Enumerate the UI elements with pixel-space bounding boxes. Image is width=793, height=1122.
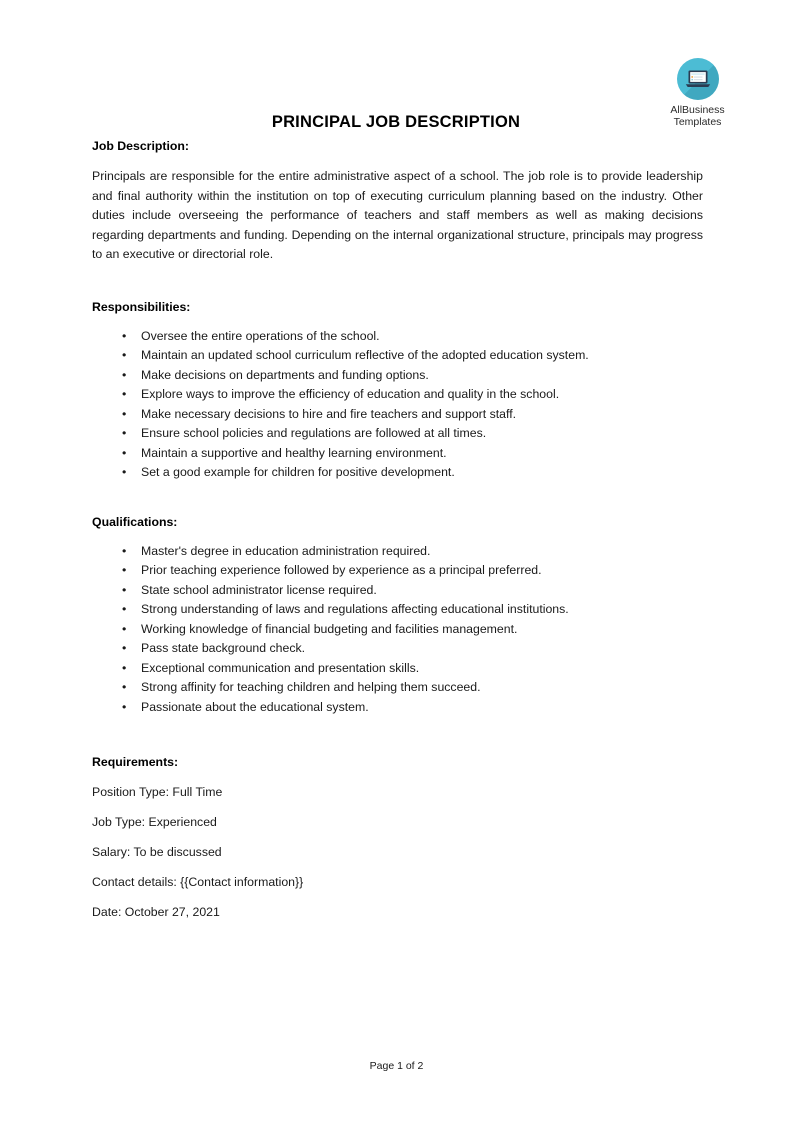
bullet-icon: • xyxy=(122,387,127,401)
list-item xyxy=(92,600,703,620)
bullet-icon: • xyxy=(122,348,127,362)
bullet-icon: • xyxy=(122,660,127,675)
document-body xyxy=(92,138,703,920)
list-item xyxy=(92,346,703,366)
list-item xyxy=(92,542,703,562)
responsibility-text: Oversee the entire operations of the school. xyxy=(141,328,380,343)
requirements-lines xyxy=(92,784,703,920)
qualification-text: Working knowledge of financial budgeting and facilities management. xyxy=(141,621,518,636)
requirement-line: Job Type: Experienced xyxy=(92,815,217,829)
qualifications-heading: Qualifications: xyxy=(92,514,178,529)
qualification-text: Strong understanding of laws and regulations affecting educational institutions. xyxy=(141,602,569,616)
list-item xyxy=(92,698,703,718)
qualification-text: State school administrator license required. xyxy=(141,582,377,597)
list-item xyxy=(92,581,703,601)
bullet-icon: • xyxy=(122,445,127,460)
bullet-icon: • xyxy=(122,563,127,577)
requirements-heading: Requirements: xyxy=(92,755,179,769)
responsibilities-heading: Responsibilities: xyxy=(92,299,191,314)
laptop-icon xyxy=(677,58,719,100)
list-item xyxy=(92,639,703,659)
responsibility-text: Maintain an updated school curriculum reflective of the adopted education system. xyxy=(141,348,589,362)
qualification-text: Master's degree in education administration required. xyxy=(141,543,431,558)
bullet-icon: • xyxy=(122,465,127,479)
responsibility-text: Explore ways to improve the efficiency of education and quality in the school. xyxy=(141,387,560,401)
page-footer: Page 1 of 2 xyxy=(369,1060,424,1072)
bullet-icon: • xyxy=(122,328,127,343)
bullet-icon: • xyxy=(122,621,127,636)
brand-name-line1: AllBusiness xyxy=(670,104,725,116)
list-item xyxy=(92,561,703,581)
responsibility-text: Maintain a supportive and healthy learning environment. xyxy=(141,445,447,460)
list-item xyxy=(92,659,703,679)
qualification-text: Prior teaching experience followed by experience as a principal preferred. xyxy=(141,563,542,577)
responsibility-text: Ensure school policies and regulations are followed at all times. xyxy=(141,426,487,440)
page-title: PRINCIPAL JOB DESCRIPTION xyxy=(271,113,521,131)
bullet-icon: • xyxy=(122,367,127,382)
qualification-text: Strong affinity for teaching children and helping them succeed. xyxy=(141,680,481,694)
job-description-paragraph: Principals are responsible for the entire administrative aspect of a school. The job role is to provide leadership and final authority within the institution on top of executing curriculum planning based on the industry. Other duties include overseeing the performance of teachers and staff members as well as making decisions regarding departments and funding. Depending on the internal organizational structure, principals may progress to an executive or directorial role. xyxy=(92,169,703,261)
responsibility-text: Set a good example for children for positive development. xyxy=(141,465,455,479)
responsibility-text: Make decisions on departments and funding options. xyxy=(141,367,429,382)
bullet-icon: • xyxy=(122,680,127,694)
bullet-icon: • xyxy=(122,699,127,714)
bullet-icon: • xyxy=(122,641,127,655)
list-item xyxy=(92,678,703,698)
list-item xyxy=(92,620,703,640)
bullet-icon: • xyxy=(122,602,127,616)
list-item xyxy=(92,405,703,425)
job-description-heading: Job Description: xyxy=(92,139,190,153)
bullet-icon: • xyxy=(122,543,127,558)
brand-name-line2: Templates xyxy=(673,116,722,128)
qualification-text: Passionate about the educational system. xyxy=(141,699,369,714)
requirement-line: Position Type: Full Time xyxy=(92,785,223,799)
list-item xyxy=(92,444,703,464)
list-item xyxy=(92,385,703,405)
requirement-line: Contact details: {{Contact information}} xyxy=(92,875,304,889)
qualification-text: Exceptional communication and presentation skills. xyxy=(141,660,420,675)
list-item xyxy=(92,463,703,483)
list-item xyxy=(92,424,703,444)
responsibilities-list xyxy=(92,327,703,483)
bullet-icon: • xyxy=(122,406,127,421)
bullet-icon: • xyxy=(122,582,127,597)
responsibility-text: Make necessary decisions to hire and fire teachers and support staff. xyxy=(141,406,517,421)
list-item xyxy=(92,366,703,386)
bullet-icon: • xyxy=(122,426,127,440)
requirement-line: Date: October 27, 2021 xyxy=(92,905,220,919)
qualification-text: Pass state background check. xyxy=(141,641,306,655)
qualifications-list xyxy=(92,542,703,718)
requirement-line: Salary: To be discussed xyxy=(92,845,222,859)
list-item xyxy=(92,327,703,347)
